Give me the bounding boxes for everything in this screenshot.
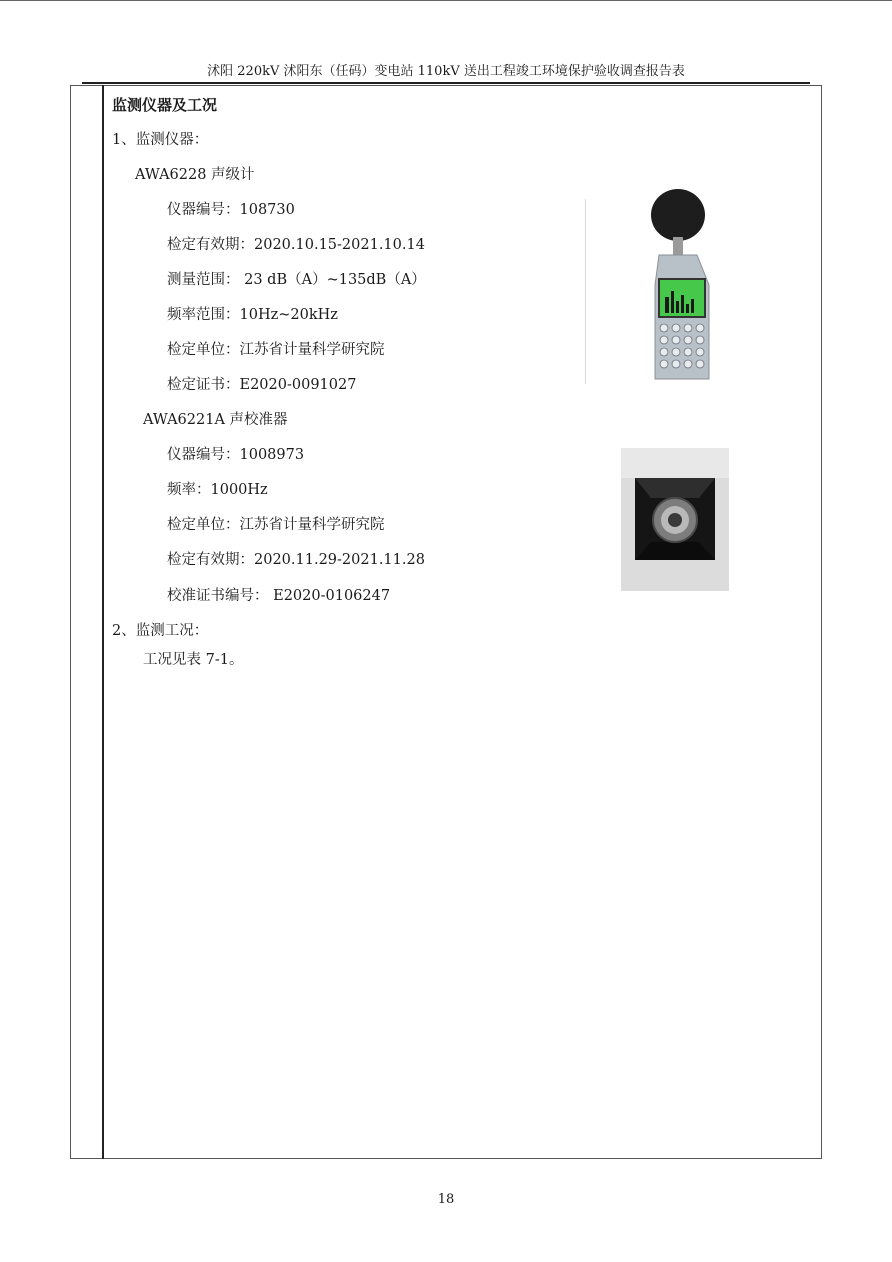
instrument2-line: 频率：1000Hz bbox=[167, 482, 268, 498]
part1-heading: 1、监测仪器： bbox=[112, 132, 209, 148]
frame-left-column-line bbox=[102, 85, 104, 1159]
page-top-border bbox=[0, 0, 892, 1]
instrument1-line: 检定单位：江苏省计量科学研究院 bbox=[167, 342, 385, 358]
instrument2-line: 检定单位：江苏省计量科学研究院 bbox=[167, 517, 385, 533]
instrument1-name: AWA6228 声级计 bbox=[135, 167, 255, 183]
sound-calibrator-photo bbox=[621, 448, 729, 591]
instrument1-line: 检定证书：E2020-0091027 bbox=[167, 377, 357, 393]
section-title: 监测仪器及工况 bbox=[112, 96, 218, 114]
instrument2-name: AWA6221A 声校准器 bbox=[143, 412, 288, 428]
instrument1-line: 频率范围：10Hz~20kHz bbox=[167, 307, 338, 323]
instrument1-line: 检定有效期：2020.10.15-2021.10.14 bbox=[167, 237, 425, 253]
instrument1-line: 测量范围： 23 dB（A）~135dB（A） bbox=[167, 272, 426, 288]
instrument2-line: 校准证书编号： E2020-0106247 bbox=[167, 588, 391, 604]
sound-level-meter-photo bbox=[585, 187, 720, 384]
instrument2-line: 仪器编号：1008973 bbox=[167, 447, 305, 463]
part2-text: 工况见表 7-1。 bbox=[143, 652, 244, 668]
page-header: 沭阳 220kV 沭阳东（任码）变电站 110kV 送出工程竣工环境保护验收调查报告表 bbox=[207, 64, 685, 79]
page-number: 18 bbox=[437, 1192, 455, 1207]
instrument2-line: 检定有效期：2020.11.29-2021.11.28 bbox=[167, 552, 425, 568]
header-rule bbox=[82, 82, 810, 84]
part2-heading: 2、监测工况： bbox=[112, 623, 209, 639]
instrument1-line: 仪器编号：108730 bbox=[167, 202, 295, 218]
